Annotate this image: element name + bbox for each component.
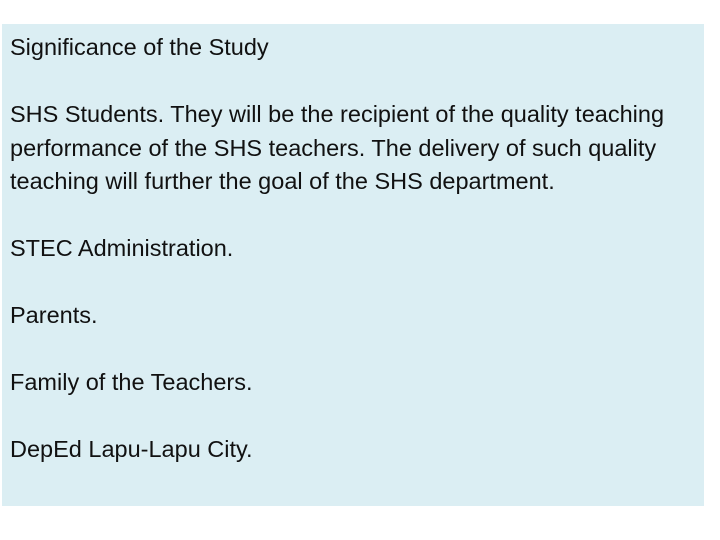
slide-content-box [2, 24, 704, 506]
paragraph-shs-students: SHS Students. They will be the recipient of the quality teaching performance of the SHS teachers. The delivery of such quality teaching will further the goal of the SHS department. [10, 101, 665, 194]
paragraph-family-of-teachers: Family of the Teachers. [10, 369, 253, 395]
slide-title: Significance of the Study [10, 34, 269, 60]
paragraph-stec-administration: STEC Administration. [10, 235, 234, 261]
paragraph-parents: Parents. [10, 302, 98, 328]
paragraph-deped-lapu-lapu: DepEd Lapu-Lapu City. [10, 436, 253, 462]
